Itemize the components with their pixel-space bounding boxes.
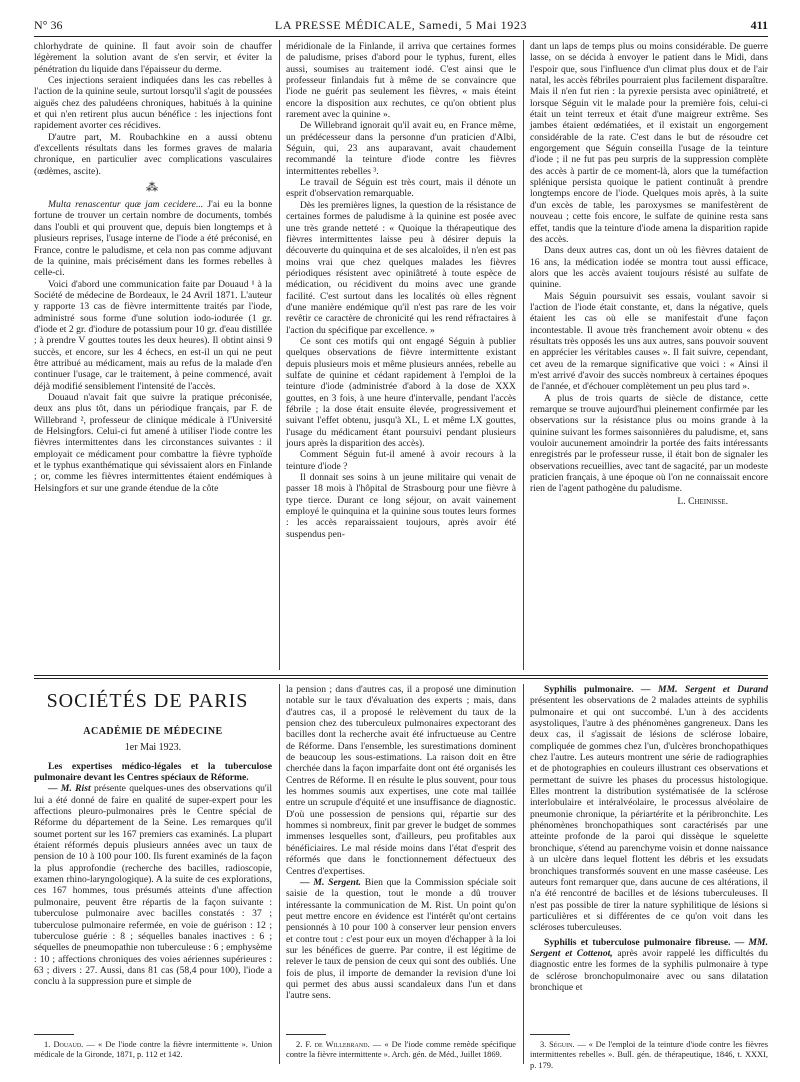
paragraph <box>530 937 768 994</box>
footnote-1 <box>34 1040 272 1061</box>
paragraph: Voici d'abord une communication faite par Douaud ¹ à la Société de médecine de Bordeaux, le 24 Avril 1871. L'auteur y rapporte 13 cas de fièvre intermittente traités par l'iode, administré sous forme d'une solution iodo-iodurée (1 gr. d'iode et 2 gr. d'iodure de potassium pour 10 gr. d'eau distillée ; à prendre V gouttes toutes les deux heures). Il obtint ainsi 9 succès, et encore, sur les 4 échecs, en est-il un qui ne peut être attribué au médicament, mais au refus de la malade d'en continuer l'usage, car le traitement, à peine commencé, avait déjà modifié sensiblement l'intensité de l'accès. <box>34 278 272 392</box>
footnote-body: — « De l'emploi de la teinture d'iode contre les fièvres intermittentes rebelles ». Bull. gén. de thérapeutique, 1846, t. XXXI, p. 179. <box>530 1040 768 1070</box>
section-separator <box>34 678 768 679</box>
speaker: — MM. Sergent et Durand <box>633 684 768 695</box>
footnote-body: — « De l'iode comme remède spécifique contre la fièvre intermittente ». Arch. gén. de Méd., Juillet 1869. <box>286 1040 516 1060</box>
article-column-3 <box>530 41 768 507</box>
section-separator <box>34 675 768 676</box>
footnote-author: 2. F. de Willebrand. <box>296 1040 370 1049</box>
section-ornament: ⁂ <box>146 180 160 195</box>
paragraph: Ces injections seraient indiquées dans les cas rebelles à l'action de la quinine seule, surtout lorsqu'il s'agit de poussées aiguës chez des paludéens chroniques, habitués à la quinine et qui n'en retirent plus aucun bénéfice : les injections font rapidement avorter ces récidives. <box>34 75 272 132</box>
speaker: — M. Rist <box>48 783 91 795</box>
section-title: SOCIÉTÉS DE PARIS <box>46 690 249 712</box>
subheading: Les expertises médico-légales et la tuberculose pulmonaire devant les Centres spéciaux de Réforme. <box>34 760 272 784</box>
footnote-text <box>34 1040 272 1061</box>
paragraph: Dans deux autres cas, dont un où les fièvres dataient de 16 ans, la médication iodée se montra tout aussi efficace, alors que les accès avaient toujours résisté au sulfate de quinine. <box>530 245 768 291</box>
footnote-rule <box>530 1034 570 1035</box>
session-date: 1er Mai 1923. <box>124 742 182 754</box>
society-name: ACADÉMIE DE MÉDECINE <box>83 726 223 737</box>
paragraph: A plus de trois quarts de siècle de distance, cette remarque se trouve aujourd'hui pleinement confirmée par les observations sur la résistance plus ou moins grande à la quinine suivant les formes saisonnières du paludisme, et, sans vouloir aucunement amoindrir la portée des faits intéressants enregistrés par le professeur russe, il était bon de signaler les observations recueillies, avec tant de sagacité, par un modeste praticien français, à une époque où l'on ne connaissait encore rien de l'agent pathogène du paludisme. <box>530 392 768 495</box>
societes-column-3 <box>530 684 768 993</box>
footnote-rule <box>286 1034 326 1035</box>
societes-column <box>34 720 272 988</box>
paragraph: Le travail de Séguin est très court, mais il dénote un esprit d'observation remarquable. <box>286 177 516 200</box>
footnote-text <box>530 1040 768 1071</box>
paragraph <box>286 877 516 1002</box>
page-number: 411 <box>750 18 768 32</box>
issue-number: N° 36 <box>34 18 63 32</box>
paragraph: la pension ; dans d'autres cas, il a proposé une diminution notable sur le taux d'évaluation des experts ; mais, dans d'autres cas, il a proposé le relèvement du taux de la pension chez des tuberculeux pulmonaires expectorant des bacilles dont la recherche avait été infructueuse au Centre de Réforme. Dans l'ensemble, les surestimations dominent de beaucoup les sous-estimations. La raison doit en être cherchée dans la façon imparfaite dont ont été organisés les Centres de Réforme. Il en résulte le plus souvent, pour tous les hommes soumis aux expertises, une cote mal taillée entre un scrupule d'équité et une insuffisance de diagnostic. D'où une possession de pensions qui, répartie sur des hommes si nombreux, finit par grever le budget de sommes immenses lesquelles sont, d'ailleurs, peu profitables aux bénéficiaires. Le mal réside moins dans l'état d'esprit des réformés que dans le fonctionnement défectueux des Centres d'expertises. <box>286 684 516 877</box>
paragraph: chlorhydrate de quinine. Il faut avoir soin de chauffer légèrement la solution avant de s'en servir, et éviter la pénétration du liquide dans l'épaisseur du derme. <box>34 41 272 75</box>
subheading: Syphilis et tuberculose pulmonaire fibreuse. <box>544 936 731 948</box>
author-signature: L. Cheinisse. <box>677 495 728 507</box>
column-divider <box>523 40 524 670</box>
paragraph: Dès les premières lignes, la question de la résistance de certaines formes de paludisme à la quinine est posée avec une très grande netteté : « Quoique la thérapeutique des fièvres intermittentes laisse peu à désirer depuis la découverte du quinquina et de ses alcaloïdes, il n'en est pas moins vrai que chez quelques malades les fièvres périodiques résistent avec opiniâtreté à toute espèce de médication, ou récidivent du moins avec une grande facilité. C'est surtout dans les localités où elles règnent d'une manière endémique qu'il n'est pas rare de les voir revêtir ce caractère de chronicité qui les rend réfractaires à l'action du spécifique par excellence. » <box>286 199 516 336</box>
paragraph: méridionale de la Finlande, il arriva que certaines formes de paludisme, prises d'abord pour le typhus, furent, elles aussi, soumises au traitement iodé. C'est ainsi que le professeur finlandais fut à même de se convaincre que l'iode ne guérit pas seulement les fièvres, « mais éteint encore la disposition aux rechutes, ce qu'on obtient plus rarement avec la quinine ». <box>286 41 516 121</box>
paragraph: Mais Séguin poursuivit ses essais, voulant savoir si l'action de l'iode était constante, et, dans la négative, quels étaient les cas où elle se manifestait d'une façon incontestable. Il avoue très franchement avoir obtenu « des résultats très opposés les uns aux autres, sans pouvoir souvent en apprécier les véritables causes ». Il fait suivre, cependant, cet aveu de la remarque significative que voici : « Ainsi il m'est arrivé d'avoir des succès nombreux à certaines époques de l'année, et d'échouer complètement un peu plus tard ». <box>530 290 768 393</box>
article-column-2 <box>286 41 516 540</box>
paragraph: D'autre part, M. Roubachkine en a aussi obtenu d'excellents résultats dans les formes graves de malaria chronique, en particulier avec complications vasculaires (œdèmes, ascite). <box>34 131 272 177</box>
paragraph-text: J'ai eu la bonne fortune de trouver un certain nombre de documents, tombés dans l'oubli et qui prouvent que, depuis bien longtemps et à plusieurs reprises, l'usage interne de l'iode a été préconisé, en France, contre le paludisme, et cela non pas comme adjuvant de la quinine, mais précisément dans les formes rebelles à celle-ci. <box>34 199 272 279</box>
subheading: Syphilis pulmonaire. <box>544 684 634 695</box>
paragraph-text: Bien que la Commission spéciale soit saisie de la question, tout le monde a dû trouver intéressante la communication de M. Rist. Un point qu'on peut mettre encore en évidence est l'intérêt qu'ont certains pensionnés à 10 pour 100 à conserver leur pension envers et contre tout : c'est pour eux un moyen d'échapper à la loi sur les bénéfices de guerre. Par contre, il est légitime de relever le taux de pension de ceux qui sont des oubliés. Une fois de plus, il importe de demander la revision d'une loi qui permet des abus aussi scandaleux dans l'un et dans l'autre sens. <box>286 876 516 1002</box>
paragraph: De Willebrand ignorait qu'il avait eu, en France même, un prédécesseur dans la personne d'un praticien d'Albi, Séguin, qui, 23 ans auparavant, avait chaudement recommandé la teinture d'iode contre les fièvres intermittentes rebelles ³. <box>286 120 516 177</box>
paragraph: Ce sont ces motifs qui ont engagé Séguin à publier quelques observations de fièvre intermittente existant depuis plusieurs mois et même plusieurs années, rebelle au sulfate de quinine et cédant rapidement à l'emploi de la teinture d'iode (administrée d'abord à la dose de XXX gouttes, en 3 fois, à une heure d'intervalle, pendant l'accès fébrile ; la dose était ensuite élevée, progressivement et suivant l'effet obtenu, jusqu'à XL, L et même LX gouttes, l'usage du médicament étant poursuivi pendant plusieurs jours après la disparition des accès). <box>286 335 516 450</box>
speaker: — MM. Sergent et Cottenot, <box>530 936 768 959</box>
column-divider <box>279 40 280 670</box>
speaker: — M. Sergent. <box>300 876 361 888</box>
column-divider <box>279 684 280 1064</box>
header-rule <box>34 36 768 37</box>
column-divider <box>523 684 524 1064</box>
footnote-2 <box>286 1040 516 1061</box>
journal-title: LA PRESSE MÉDICALE, Samedi, 5 Mai 1923 <box>274 18 528 32</box>
paragraph <box>530 684 768 934</box>
paragraph <box>34 783 272 987</box>
latin-quote: Multa renascentur quæ jam cecidere... <box>48 199 204 211</box>
paragraph: Il donnait ses soins à un jeune militaire qui venait de passer 18 mois à l'hôpital de Strasbourg pour une fièvre à type tierce. Durant ce long séjour, on avait vainement employé le quinquina et la quinine sous toutes leurs formes : les accès reparaissaient toujours, après avoir été suspendus pen- <box>286 472 516 540</box>
footnote-author: 3. Séguin. <box>540 1040 575 1049</box>
paragraph: Comment Séguin fut-il amené à avoir recours à la teinture d'iode ? <box>286 449 516 472</box>
footnote-text <box>286 1040 516 1061</box>
footnote-body: — « De l'iode contre la fièvre intermittente ». Union médicale de la Gironde, 1871, p. 112 et 142. <box>34 1040 273 1060</box>
footnote-rule <box>34 1034 74 1035</box>
paragraph-text: présentent les observations de 2 malades atteints de syphilis pulmonaire et qui ont succombé. L'un à des accidents asystoliques, l'autre à des phénomènes gangreneux. Dans les deux cas, il s'agissait de lésions de sclérose lobaire, compliquée de gommes chez l'un, d'ulcères bronchopathiques chez l'autre. Les auteurs montrent une série de radiographies et de photographies en couleurs illustrant ces observations et permettant de suivre les phases du processus histologique. Elles montrent la distribution systématisée de la sclérose interlobulaire et intéralvéolaire, le processus alvéolaire de pneumonie chronique, la périartérite et la péribronchite. Les phénomènes bronchopathiques sont caractérisés par une atteinte profonde de la paroi qui dissèque le squelette bronchique, s'étend au parenchyme voisin et donne naissance à un ulcère dans lequel flottent les débris et les exsudats bronchiques transformés souvent en une masse caséeuse. Les auteurs font remarquer que, dans aucune de ces altérations, il n'a été rencontré de bacilles et de lésions tuberculeuses. Il n'est pas possible de tirer la nature syphilitique de lésions si particulières et si différentes de ce qu'on voit dans les scléroses tuberculeuses. <box>530 695 768 934</box>
paragraph-text: présente quelques-unes des observations qu'il lui a été donné de faire en qualité de super-expert pour les affections pleuro-pulmonaires près le Centre spécial de Réforme du département de la Seine. Les remarques qu'il soumet portent sur les 167 premiers cas examinés. La plupart étaient réformés depuis plusieurs années avec un taux de pension de 10 à 100 pour 100. Ils furent examinés de la façon la plus approfondie (recherche des bacilles, radioscopie, examen rhino-laryngologique). A la suite de ces explorations, ces 167 hommes, tous présumés atteints d'une affection pulmonaire, peuvent être répartis de la façon suivante : tuberculose pulmonaire avec bacilles constatés : 37 ; tuberculose pulmonaire refermée, en voie de guérison : 12 ; tuberculose guérie : 8 ; séquelles banales inactives : 6 ; séquelles de pneumopathie non tuberculeuse : 6 ; emphysème : 10 ; affections chroniques des voies aériennes supérieures : 63 ; divers : 27. Aussi, dans 81 cas (58,4 pour 100), l'iode a conclu à la suppression pure et simple de <box>34 783 272 988</box>
paragraph: dant un laps de temps plus ou moins considérable. De guerre lasse, on se décida à envoyer le patient dans le Midi, dans l'espoir que, sous l'influence d'un climat plus doux et de l'air natal, les accès fébriles pourraient plus facilement disparaître. Mais il n'en fut rien : la pyrexie persista avec opiniâtreté, et lorsque Séguin vit le malade pour la première fois, celui-ci était un teint terreux et était d'une maigreur extrême. Ses jambes étaient œdématiées, et il existait un engorgement considérable de la rate. C'est dans le but de résoudre cet engorgement que Séguin conseilla l'usage de la teinture d'iode ; il ne fut pas peu surpris de la suppression complète des accès à partir de ce moment-là, alors que la tuméfaction splénique persista quoique le patient continuât à prendre longtemps encore de l'iode. Quelques mois après, à la suite d'un excès de table, les paroxysmes se manifestèrent de nouveau ; cette fois encore, le sulfate de quinine resta sans effet, tandis que la teinture d'iode amena la disparition rapide des accès. <box>530 41 768 245</box>
footnote-author: 1. Douaud. <box>44 1040 84 1049</box>
paragraph-text: après avoir rappelé les difficultés du diagnostic entre les formes de la syphilis pulmonaire à type de sclérose bronchopulmonaire avec ou sans dilatation bronchique et <box>530 947 769 993</box>
societes-column-2 <box>286 684 516 1002</box>
page-header <box>34 18 768 38</box>
footnote-3 <box>530 1040 768 1071</box>
article-column-1 <box>34 41 272 494</box>
paragraph: Douaud n'avait fait que suivre la pratique préconisée, deux ans plus tôt, dans un périodique français, par F. de Willebrand ², professeur de clinique médicale à l'Université de Helsingfors. Celui-ci fut amené à utiliser l'iode contre les fièvres intermittentes dans les circonstances suivantes : il employait ce médicament pour combattre la fièvre typhoïde et le typhus exanthématique qui sévissaient alors en Finlande ; or, comme les fièvres intermittentes étaient endémiques à Helsingfors et sur une grande étendue de la côte <box>34 391 272 494</box>
paragraph <box>34 199 272 278</box>
